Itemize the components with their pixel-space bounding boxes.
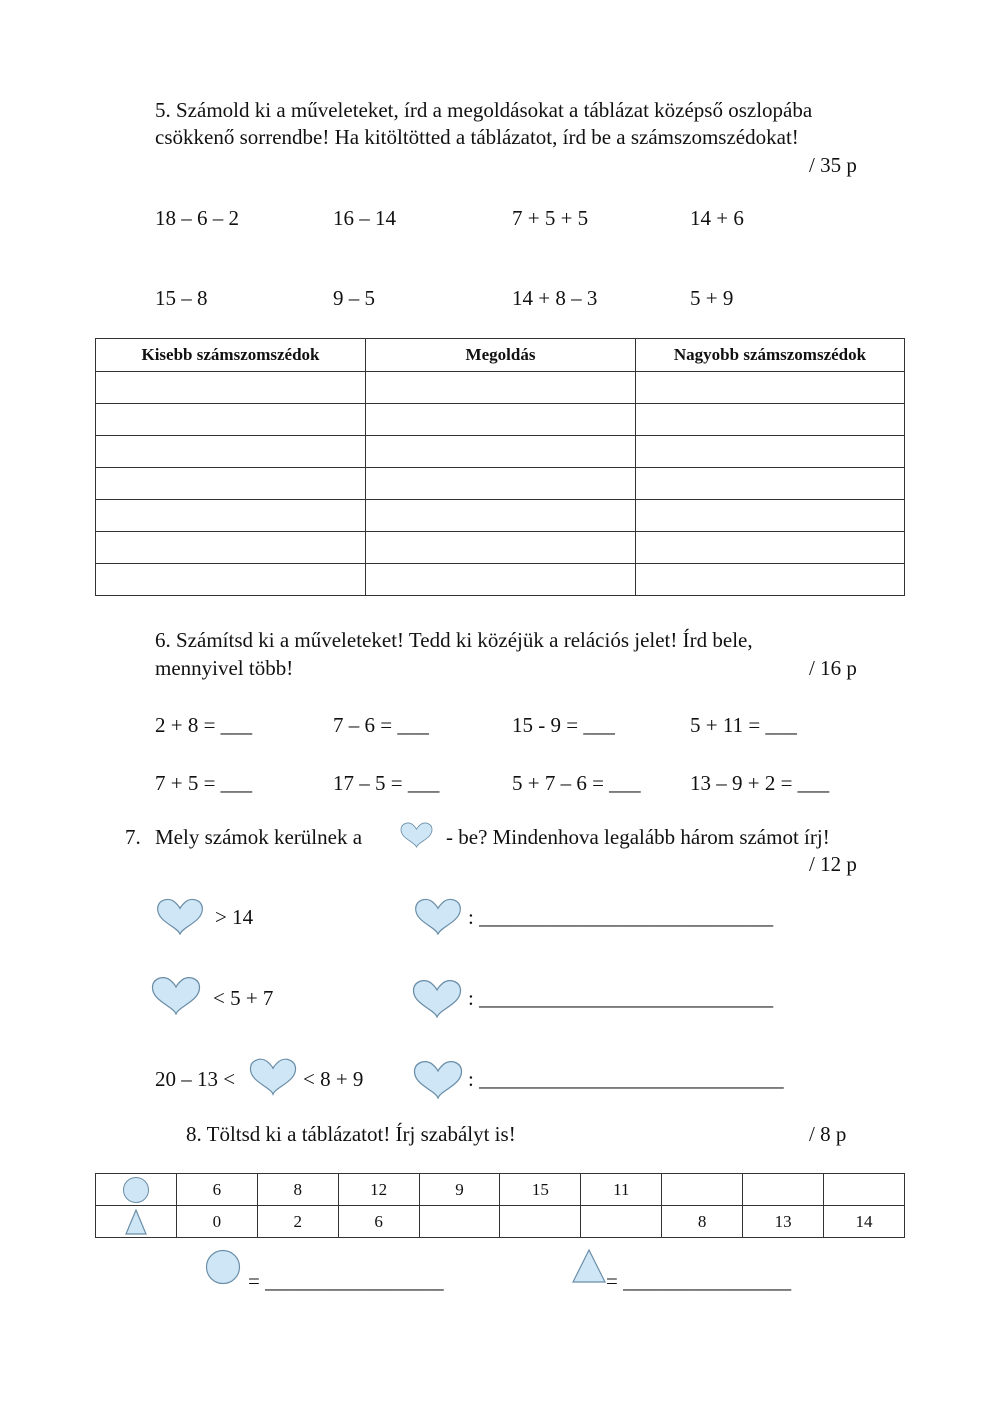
table-row [96,564,905,596]
table-row [96,436,905,468]
table-cell[interactable]: 2 [257,1206,338,1238]
answer-cell[interactable] [636,372,905,404]
answer-cell[interactable] [96,564,366,596]
table-row [96,532,905,564]
task7-condition3-right: < 8 + 9 [303,1067,364,1091]
table-cell[interactable]: 6 [176,1174,257,1206]
table-cell[interactable] [581,1206,662,1238]
header-larger-neighbors: Nagyobb számszomszédok [636,339,905,372]
task7-answer-line1[interactable]: : ____________________________ [468,905,774,929]
task6-exercise[interactable]: 13 – 9 + 2 = ___ [690,771,830,795]
answer-cell[interactable] [636,532,905,564]
task8-points: / 8 p [809,1122,847,1146]
task8-instruction: 8. Töltsd ki a táblázatot! Írj szabályt is! [186,1122,516,1146]
task6-exercise[interactable]: 7 + 5 = ___ [155,771,253,795]
triangle-icon [572,1249,606,1283]
table-cell[interactable] [743,1174,824,1206]
answer-cell[interactable] [636,564,905,596]
circle-row [96,1174,905,1206]
task5-expression: 16 – 14 [333,206,396,230]
task5-expression: 14 + 8 – 3 [512,286,598,310]
circle-icon [123,1177,149,1203]
task7-text-after: - be? Mindenhova legalább három számot írj! [446,825,830,849]
answer-cell[interactable] [96,372,366,404]
answer-cell[interactable] [636,404,905,436]
task7-condition3-left: 20 – 13 < [155,1067,236,1091]
heart-icon [400,821,433,848]
task6-exercise[interactable]: 5 + 11 = ___ [690,713,797,737]
circle-cell [96,1174,177,1206]
task6-exercise[interactable]: 17 – 5 = ___ [333,771,440,795]
answer-cell[interactable] [366,532,636,564]
triangle-cell [96,1206,177,1238]
heart-icon [412,978,462,1018]
table-row [96,404,905,436]
task7-condition2: < 5 + 7 [213,986,274,1010]
answer-cell[interactable] [636,468,905,500]
table-row [96,500,905,532]
task5-instruction-line2: csökkenő sorrendbe! Ha kitöltötted a táblázatot, írd be a számszomszédokat! [155,125,799,149]
answer-cell[interactable] [366,500,636,532]
table-row [96,372,905,404]
task7-text-before: Mely számok kerülnek a [155,825,363,849]
answer-cell[interactable] [96,436,366,468]
answer-cell[interactable] [366,564,636,596]
task7-answer-line2[interactable]: : ____________________________ [468,986,774,1010]
neighbors-table [95,338,905,596]
circle-icon [205,1249,241,1285]
task5-expression: 9 – 5 [333,286,375,310]
heart-icon [151,975,201,1015]
task5-points: / 35 p [809,153,857,177]
table-row [96,468,905,500]
task6-exercise[interactable]: 15 - 9 = ___ [512,713,615,737]
header-solution: Megoldás [366,339,636,372]
table-cell[interactable]: 8 [662,1206,743,1238]
task5-instruction-line1: 5. Számold ki a műveleteket, írd a megoldásokat a táblázat középső oszlopába [155,98,813,122]
task6-exercise[interactable]: 5 + 7 – 6 = ___ [512,771,641,795]
table-cell[interactable]: 15 [500,1174,581,1206]
table-cell[interactable] [662,1174,743,1206]
task7-condition1: > 14 [215,905,254,929]
table-cell[interactable]: 12 [338,1174,419,1206]
task6-exercise[interactable]: 2 + 8 = ___ [155,713,253,737]
function-table [95,1173,905,1238]
table-cell[interactable]: 0 [176,1206,257,1238]
table-cell[interactable]: 14 [824,1206,905,1238]
table-cell[interactable]: 9 [419,1174,500,1206]
task6-instruction-line1: 6. Számítsd ki a műveleteket! Tedd ki közéjük a relációs jelet! Írd bele, [155,628,753,652]
task6-instruction-line2: mennyivel több! [155,656,294,680]
answer-cell[interactable] [96,500,366,532]
task7-number: 7. [125,825,141,849]
triangle-icon [125,1209,147,1235]
heart-icon [156,897,204,935]
circle-rule-line[interactable]: = _________________ [248,1269,444,1293]
table-cell[interactable] [824,1174,905,1206]
answer-cell[interactable] [96,404,366,436]
header-smaller-neighbors: Kisebb számszomszédok [96,339,366,372]
table-cell[interactable] [500,1206,581,1238]
task5-expression: 14 + 6 [690,206,744,230]
task5-expression: 18 – 6 – 2 [155,206,239,230]
answer-cell[interactable] [96,532,366,564]
heart-icon [413,1059,463,1099]
triangle-row [96,1206,905,1238]
table-cell[interactable] [419,1206,500,1238]
answer-cell[interactable] [636,500,905,532]
table-cell[interactable]: 8 [257,1174,338,1206]
table-cell[interactable]: 11 [581,1174,662,1206]
task5-expression: 5 + 9 [690,286,734,310]
table-header-row [96,339,905,372]
answer-cell[interactable] [366,404,636,436]
table-cell[interactable]: 13 [743,1206,824,1238]
answer-cell[interactable] [366,468,636,500]
heart-icon [414,897,462,935]
task6-exercise[interactable]: 7 – 6 = ___ [333,713,429,737]
task5-expression: 15 – 8 [155,286,208,310]
triangle-rule-line[interactable]: = ________________ [606,1269,792,1293]
table-cell[interactable]: 6 [338,1206,419,1238]
answer-cell[interactable] [96,468,366,500]
answer-cell[interactable] [636,436,905,468]
task6-points: / 16 p [809,656,857,680]
task7-points: / 12 p [809,852,857,876]
task7-answer-line3[interactable]: : _____________________________ [468,1067,784,1091]
task5-expression: 7 + 5 + 5 [512,206,589,230]
answer-cell[interactable] [366,436,636,468]
heart-icon [249,1056,297,1096]
answer-cell[interactable] [366,372,636,404]
